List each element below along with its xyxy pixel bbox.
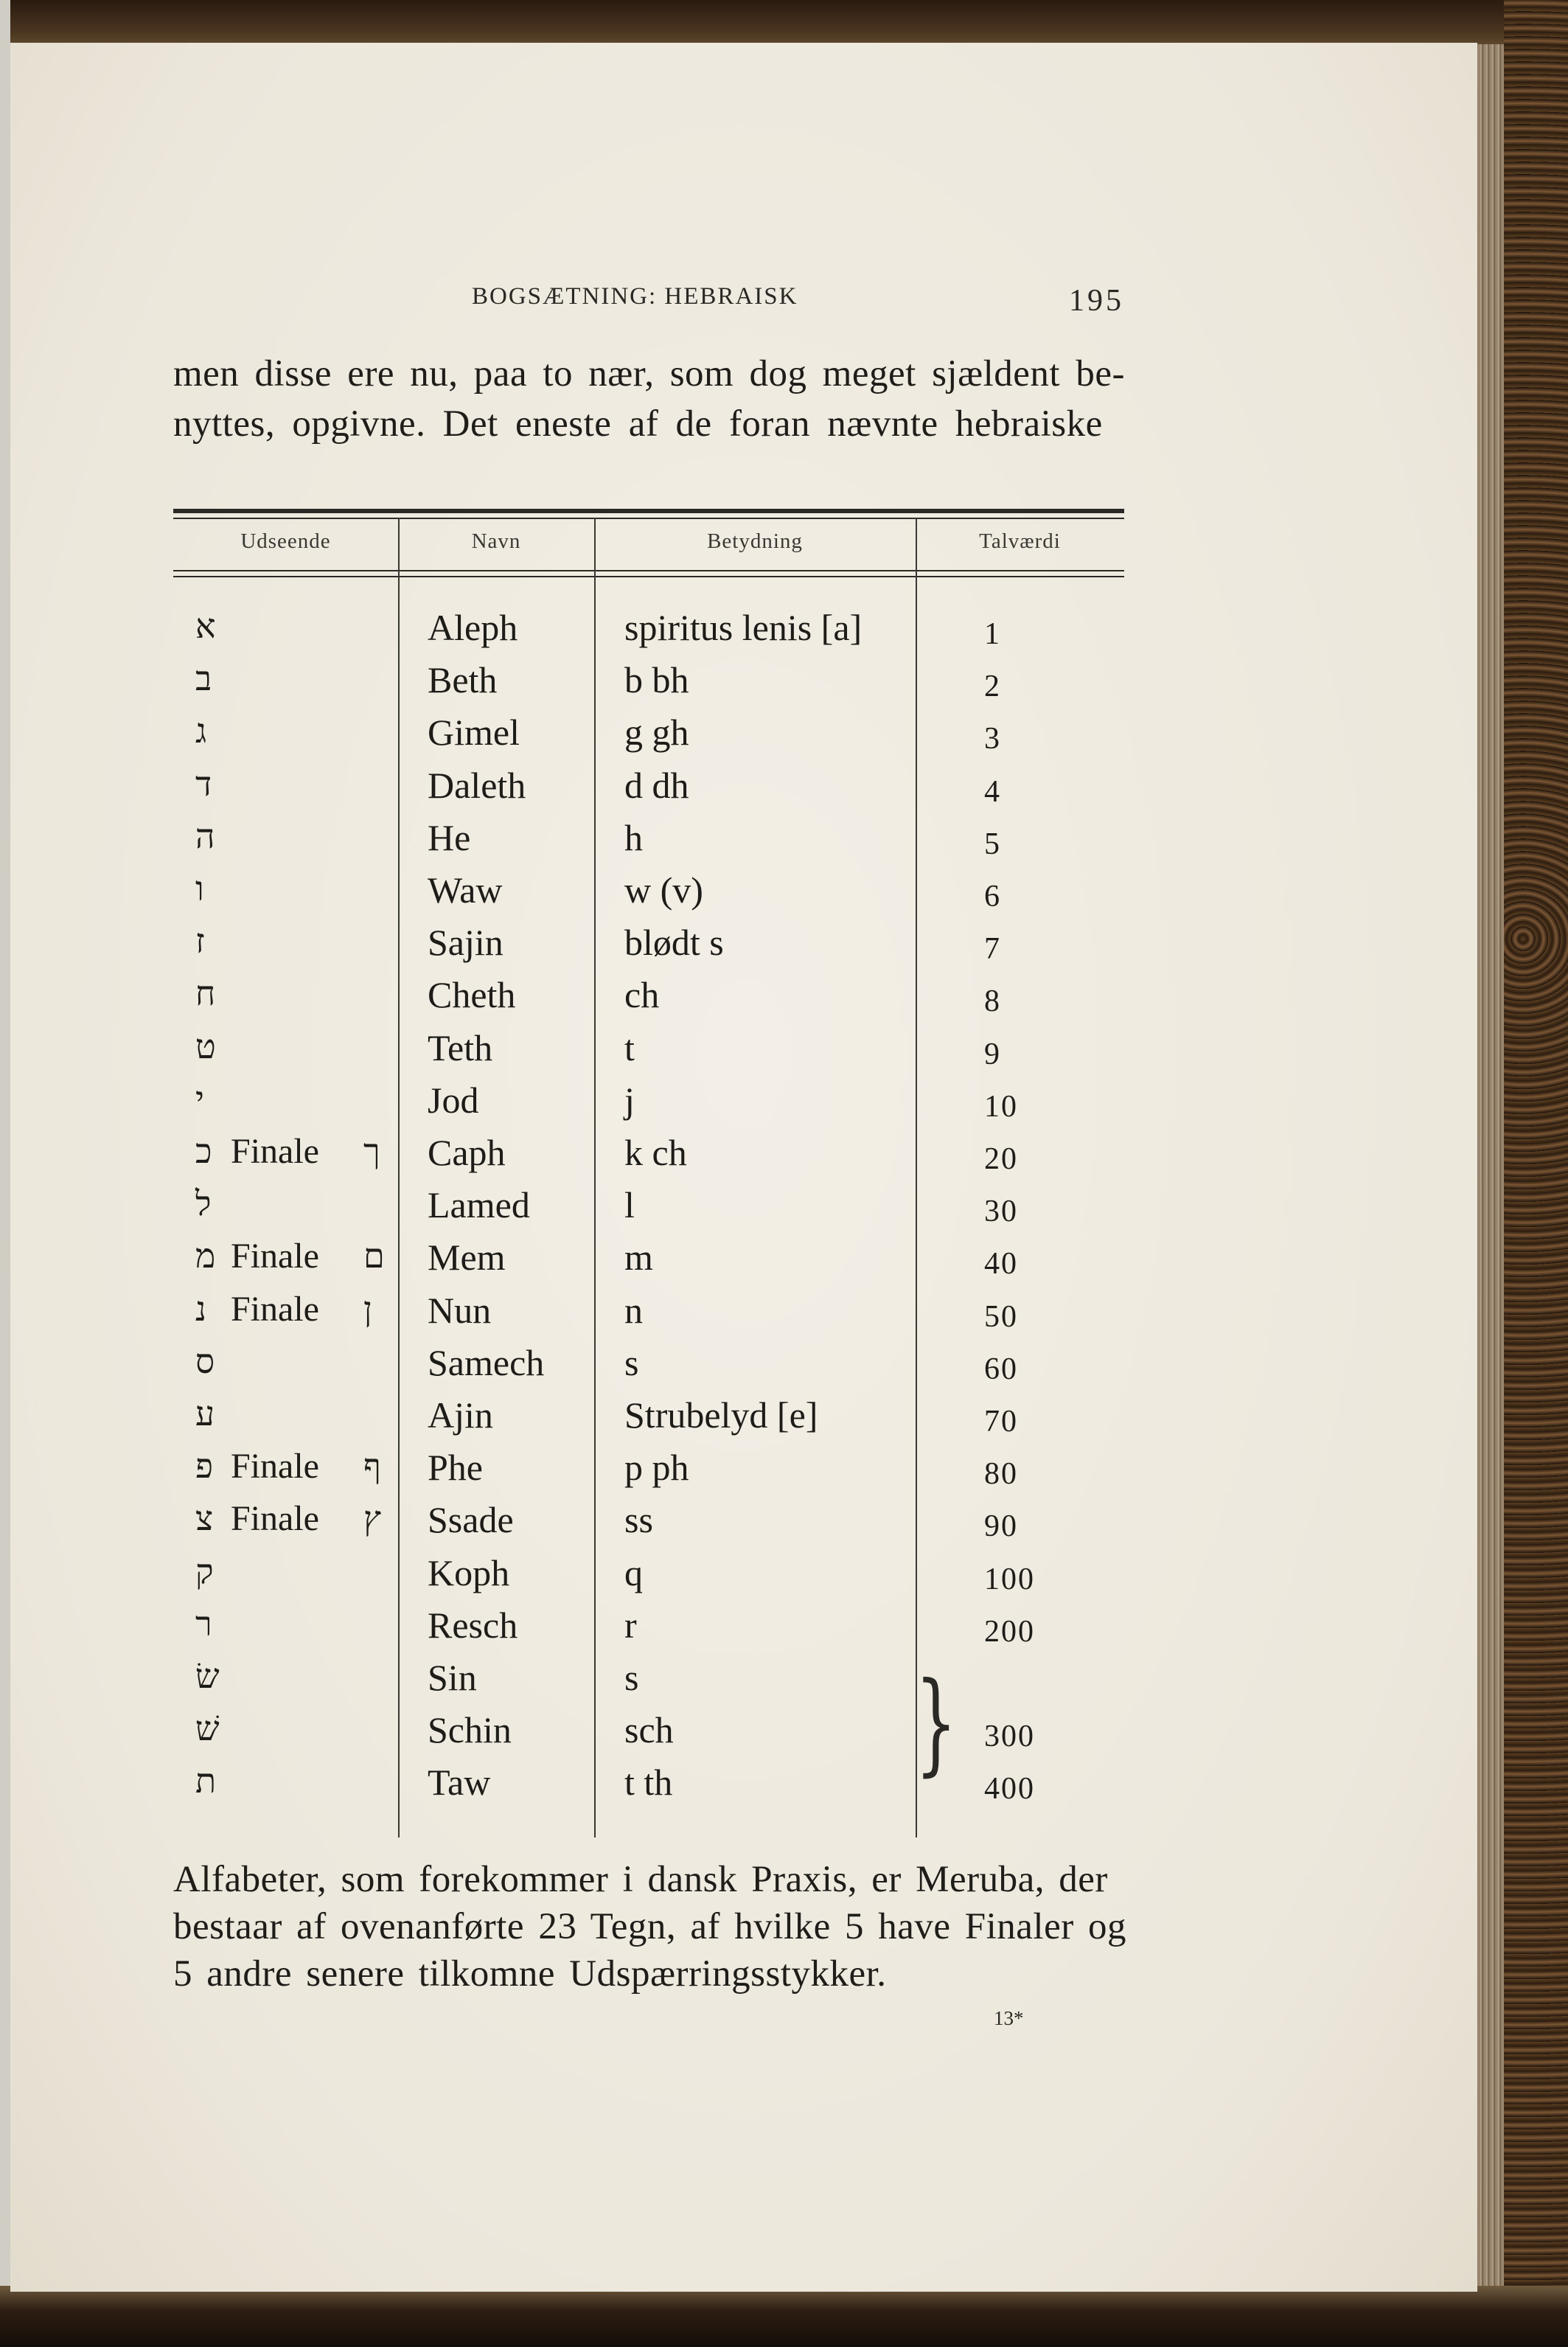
letter-name: Waw [428,869,503,911]
numeric-value: 10 [984,1090,1018,1124]
table-row [173,1341,1124,1394]
letter-name: Ssade [428,1499,514,1540]
table-row [173,1551,1124,1604]
hebrew-final-letter: ך [363,1131,380,1171]
numeric-value: 4 [984,775,1001,809]
hebrew-letter: י [195,1079,205,1119]
hebrew-letter: ה [195,816,215,856]
hebrew-final-letter: ף [363,1446,381,1486]
letter-name: Teth [428,1027,493,1068]
numeric-value: 30 [984,1195,1018,1228]
letter-name: Sajin [428,922,503,963]
hebrew-letter: ד [195,764,212,804]
final-form-label: Finale [231,1447,319,1486]
letter-meaning: ch [624,974,660,1015]
numeric-value: 90 [984,1509,1018,1543]
letter-name: Daleth [428,765,526,806]
letter-meaning: q [624,1552,643,1593]
numeric-value: 300 [984,1720,1035,1753]
numeric-value: 20 [984,1142,1018,1176]
table-row [173,711,1124,763]
letter-meaning: blødt s [624,922,724,963]
outro-text-line: 5 andre senere tilkomne Udspærringsstykker. [173,1953,887,1995]
letter-meaning: Strubelyd [e] [624,1394,818,1436]
hebrew-letter: ת [195,1761,217,1801]
hebrew-letter: ע [195,1394,215,1433]
letter-meaning: m [624,1237,653,1278]
hebrew-letter: א [195,606,216,646]
numeric-value: 9 [984,1037,1001,1071]
numeric-value: 60 [984,1352,1018,1386]
letter-name: Phe [428,1447,483,1488]
hebrew-letter: ר [195,1604,212,1644]
letter-meaning: h [624,817,643,858]
hebrew-letter: צ [195,1498,214,1538]
brace-sin-schin: } [915,1659,958,1787]
table-row [173,1289,1124,1341]
table-row [173,606,1124,658]
letter-meaning: p ph [624,1447,689,1488]
hebrew-letter: ט [195,1026,216,1066]
table-row [173,1604,1124,1656]
letter-meaning: b bh [624,659,689,700]
letter-name: Koph [428,1552,510,1593]
table-row [173,1498,1124,1551]
table-row [173,1446,1124,1498]
numeric-value: 200 [984,1615,1035,1649]
letter-name: Mem [428,1237,506,1278]
letter-meaning: n [624,1290,643,1331]
letter-name: Resch [428,1604,518,1646]
hebrew-letter: ו [195,869,204,908]
letter-name: Aleph [428,607,518,648]
column-header-value: Talværdi [979,529,1061,553]
table-row [173,658,1124,711]
table-row [173,1394,1124,1446]
table-row [173,1708,1124,1761]
numeric-value: 3 [984,722,1001,756]
numeric-value: 80 [984,1457,1018,1491]
numeric-value: 7 [984,932,1001,966]
letter-meaning: g gh [624,712,689,753]
final-form-label: Finale [231,1290,319,1329]
intro-text-line: nyttes, opgivne. Det eneste af de foran nævnte hebraiske [173,403,1103,445]
hebrew-letter: שׁ [195,1708,220,1748]
hebrew-letter: ס [195,1341,215,1381]
letter-meaning: s [624,1657,639,1698]
column-header-meaning: Betydning [707,529,803,553]
hebrew-letter: שׂ [195,1656,220,1696]
letter-name: Samech [428,1342,545,1383]
hebrew-letter: ג [195,711,207,751]
hebrew-letter: מ [195,1236,216,1276]
outro-text-line: Alfabeter, som forekommer i dansk Praxis, er Meruba, der [173,1859,1108,1900]
letter-meaning: t th [624,1762,673,1803]
signature-mark: 13* [994,2007,1024,2029]
hebrew-final-letter: ן [363,1289,372,1329]
letter-meaning: ss [624,1499,653,1540]
final-form-label: Finale [231,1132,319,1171]
letter-name: Nun [428,1290,492,1331]
numeric-value: 2 [984,670,1001,703]
column-header-appearance: Udseende [240,529,331,553]
letter-meaning: l [624,1184,635,1225]
hebrew-letter: ל [195,1183,212,1223]
table-row [173,816,1124,869]
numeric-value: 5 [984,827,1001,861]
table-row [173,921,1124,973]
hebrew-letter: ק [195,1551,214,1591]
column-header-name: Navn [471,529,521,553]
numeric-value: 8 [984,984,1001,1018]
hebrew-letter: ז [195,921,205,961]
numeric-value: 1 [984,617,1001,651]
letter-meaning: w (v) [624,869,703,911]
hebrew-letter: פ [195,1446,214,1486]
hebrew-letter: נ [195,1289,206,1329]
letter-name: Ajin [428,1394,493,1436]
hebrew-letter: ח [195,973,216,1013]
letter-name: Jod [428,1079,479,1121]
numeric-value: 400 [984,1772,1035,1806]
table-row [173,1026,1124,1079]
letter-meaning: r [624,1604,637,1646]
outro-text-line: bestaar af ovenanførte 23 Tegn, af hvilke 5 have Finaler og [173,1906,1126,1947]
table-row [173,1079,1124,1131]
table-row [173,973,1124,1026]
numeric-value: 50 [984,1300,1018,1334]
letter-name: Lamed [428,1184,530,1225]
letter-name: Beth [428,659,498,700]
table-row [173,1131,1124,1183]
running-head-title: BOGSÆTNING: HEBRAISK [472,283,798,310]
hebrew-letter: כ [195,1131,212,1171]
letter-name: Schin [428,1709,512,1750]
letter-name: Cheth [428,974,516,1015]
final-form-label: Finale [231,1237,319,1276]
numeric-value: 100 [984,1562,1035,1596]
letter-meaning: d dh [624,765,689,806]
letter-meaning: sch [624,1709,674,1750]
table-row [173,1761,1124,1813]
letter-meaning: k ch [624,1132,687,1173]
letter-name: Taw [428,1762,491,1803]
table-row [173,1656,1124,1708]
table-row [173,869,1124,921]
hebrew-final-letter: ץ [363,1498,381,1538]
letter-name: Gimel [428,712,520,753]
letter-meaning: s [624,1342,639,1383]
numeric-value: 70 [984,1405,1018,1439]
page-number: 195 [1069,284,1124,318]
letter-name: Caph [428,1132,506,1173]
hebrew-final-letter: ם [363,1236,385,1276]
numeric-value: 6 [984,880,1001,914]
hebrew-letter: ב [195,658,212,698]
numeric-value: 40 [984,1247,1018,1281]
table-row [173,764,1124,816]
letter-name: He [428,817,471,858]
table-row [173,1236,1124,1288]
letter-name: Sin [428,1657,477,1698]
letter-meaning: j [624,1079,635,1121]
letter-meaning: t [624,1027,635,1068]
final-form-label: Finale [231,1499,319,1538]
table-row [173,1183,1124,1236]
letter-meaning: spiritus lenis [a] [624,607,863,648]
intro-text-line: men disse ere nu, paa to nær, som dog meget sjældent be- [173,353,1125,394]
